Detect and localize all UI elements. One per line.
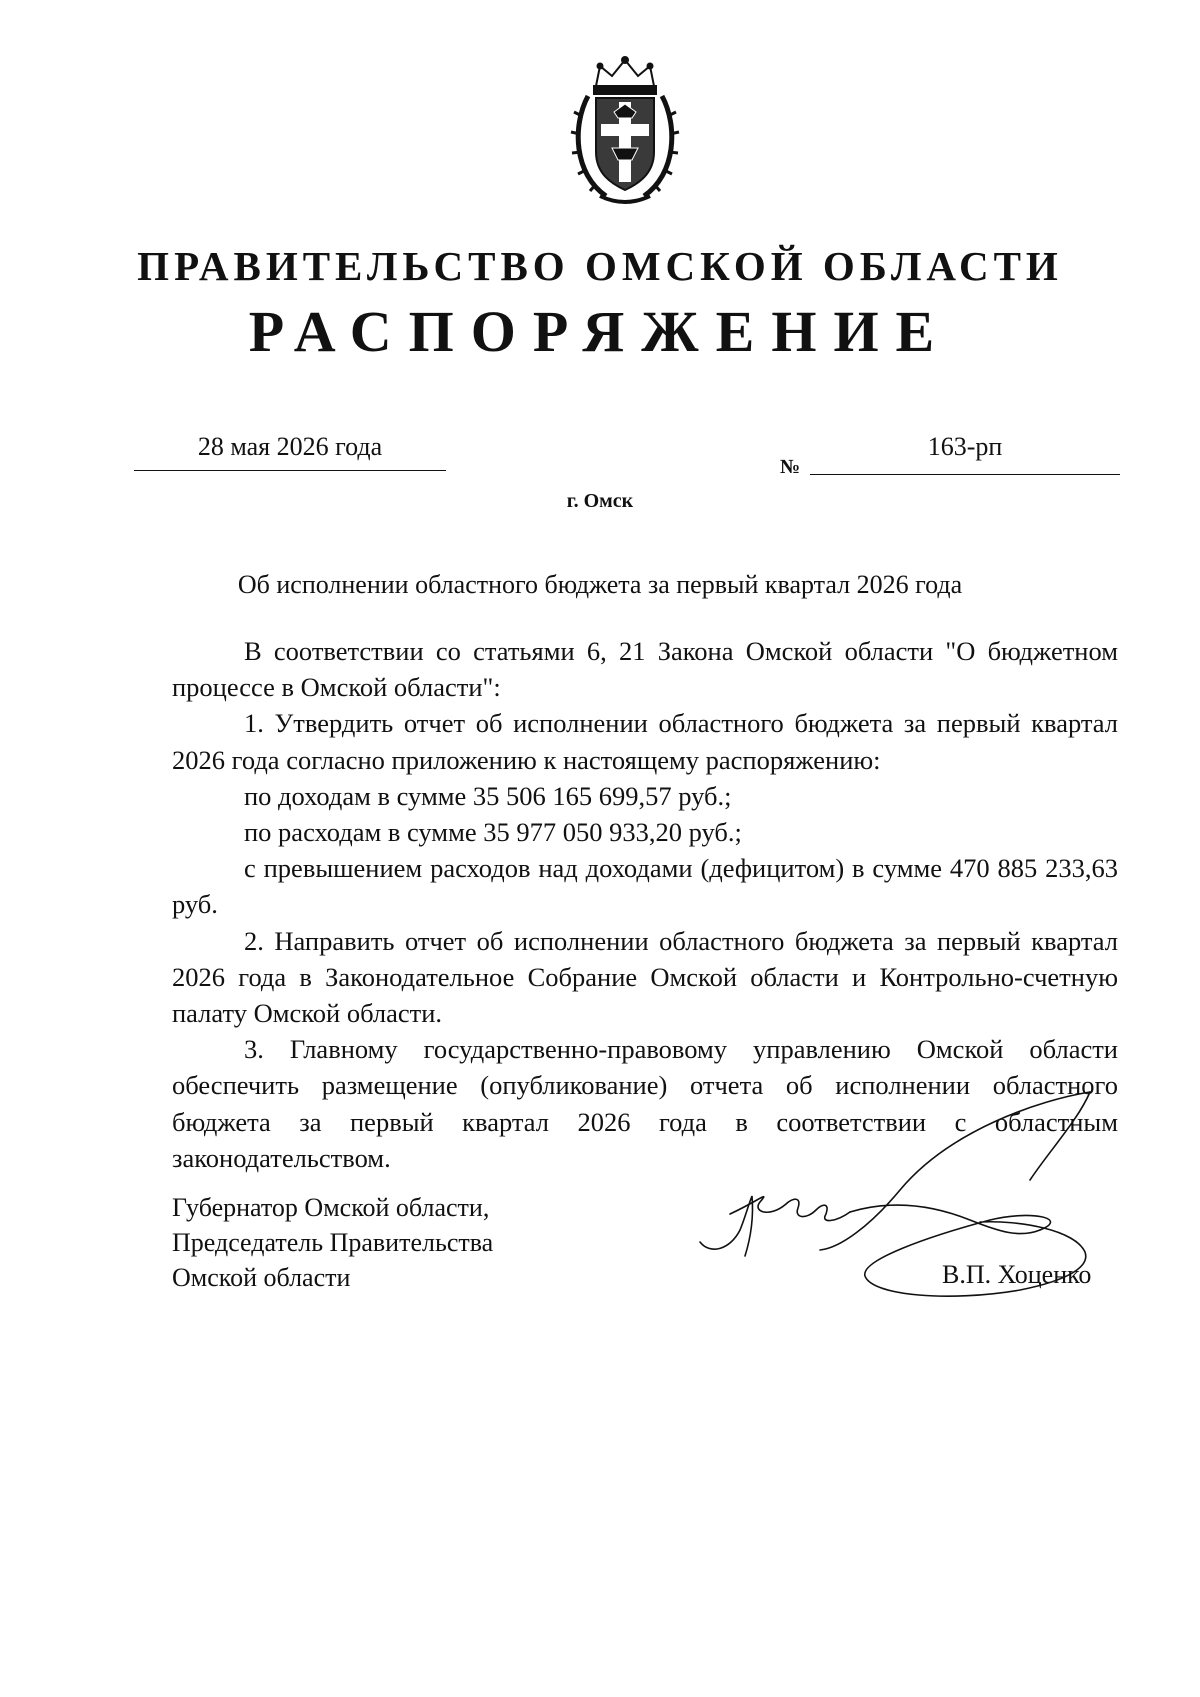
- item-1-expense: по расходам в сумме 35 977 050 933,20 руб.;: [244, 817, 742, 848]
- item-1-paragraph: 1. Утвердить отчет об исполнении областного бюджета за первый квартал 2026 года согласно приложению к настоящему распоряжению:: [172, 708, 1118, 775]
- signer-position-line-2: Председатель Правительства: [172, 1228, 494, 1257]
- document-number: 163-рп: [927, 432, 1003, 461]
- date-underline: [134, 470, 446, 471]
- document-date: 28 мая 2026 года: [197, 432, 383, 461]
- number-underline: [810, 474, 1120, 475]
- item-1-deficit: с превышением расходов над доходами (дефицитом) в сумме 470 885 233,63 руб.: [172, 853, 1118, 920]
- document-type-title: РАСПОРЯЖЕНИЕ: [248, 299, 952, 364]
- item-3-paragraph: 3. Главному государственно-правовому управлению Омской области обеспечить размещение (опубликование) отчета об исполнении областного бюджета за первый квартал 2026 года в соответствии с областным законодательством.: [172, 1034, 1118, 1173]
- issue-city: г. Омск: [566, 490, 634, 512]
- number-label: №: [780, 456, 801, 478]
- signer-position-line-1: Губернатор Омской области,: [172, 1193, 490, 1222]
- document-subject: Об исполнении областного бюджета за первый квартал 2026 года: [237, 570, 963, 599]
- signer-position: [172, 1190, 493, 1295]
- signer-name: В.П. Хоценко: [942, 1260, 1092, 1289]
- coat-of-arms-icon: [566, 56, 684, 206]
- signer-position-line-3: Омской области: [172, 1263, 351, 1292]
- preamble-paragraph: В соответствии со статьями 6, 21 Закона Омской области "О бюджетном процессе в Омской области":: [172, 636, 1118, 703]
- item-2-paragraph: 2. Направить отчет об исполнении областного бюджета за первый квартал 2026 года в Законодательное Собрание Омской области и Контрольно-счетную палату Омской области.: [172, 925, 1118, 1029]
- issuing-authority: ПРАВИТЕЛЬСТВО ОМСКОЙ ОБЛАСТИ: [137, 243, 1063, 289]
- handwritten-signature: [690, 1080, 1160, 1340]
- item-1-income: по доходам в сумме 35 506 165 699,57 руб.;: [244, 780, 732, 811]
